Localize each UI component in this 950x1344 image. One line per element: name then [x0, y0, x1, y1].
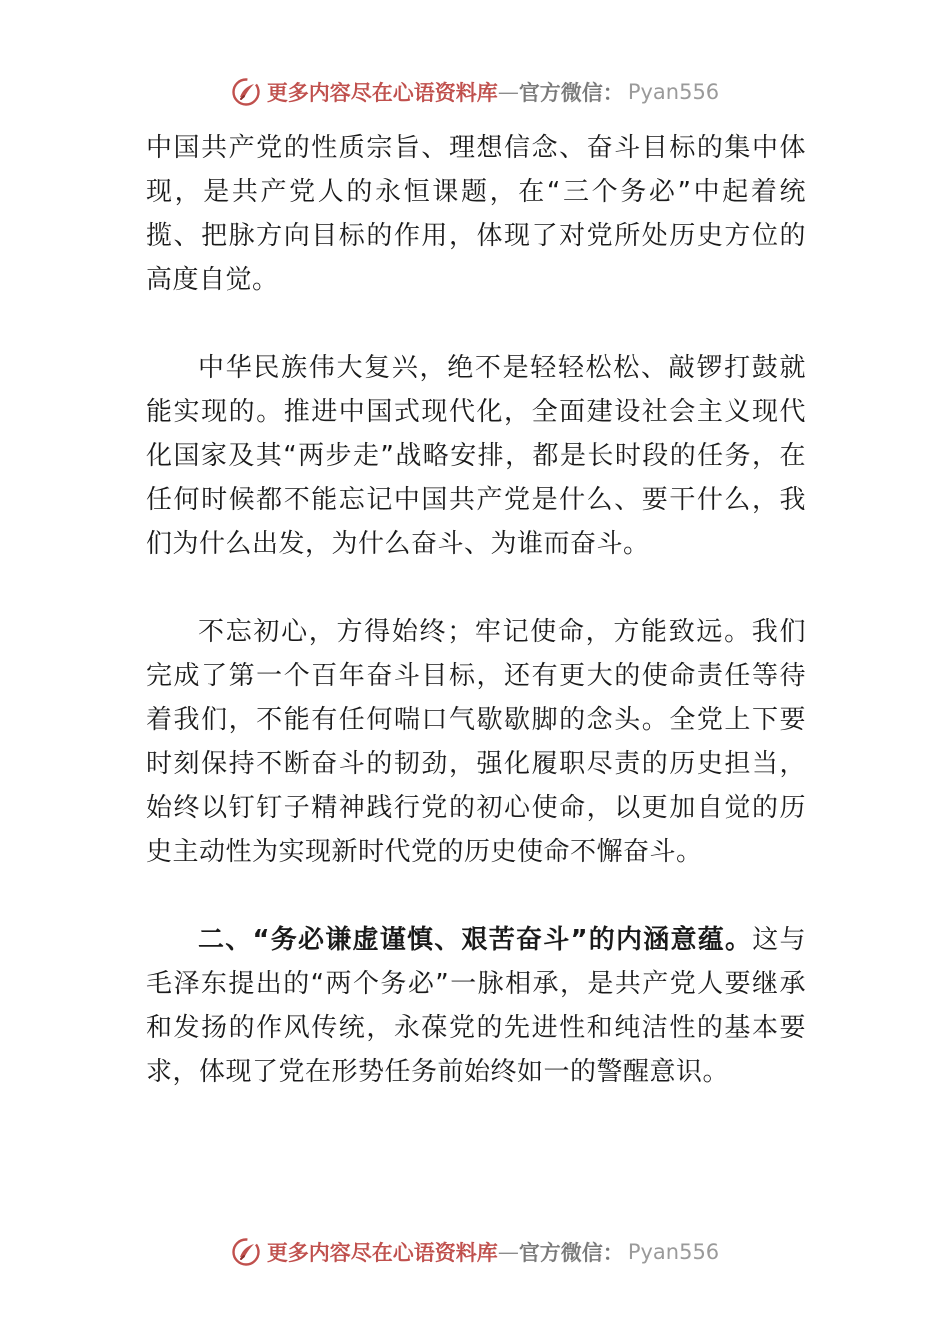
- footer-wechat-id: Pyan556: [627, 1240, 720, 1264]
- header-banner[interactable]: [0, 72, 950, 112]
- paragraph-3: 不忘初心，方得始终；牢记使命，方能致远。我们完成了第一个百年奋斗目标，还有更大的使命责任等待着我们，不能有任何喘口气歇歇脚的念头。全党上下要时刻保持不断奋斗的韧劲，强化履职尽责的历史担当，始终以钉钉子精神践行党的初心使命，以更加自觉的历史主动性为实现新时代党的历史使命不懈奋斗。: [146, 617, 806, 867]
- footer-wechat-label: 官方微信：: [518, 1240, 624, 1265]
- section-heading: 二、“务必谦虚谨慎、艰苦奋斗”的内涵意蕴。: [198, 925, 753, 955]
- header-wechat-label: 官方微信：: [518, 80, 624, 105]
- brush-seal-logo-icon: [231, 77, 261, 107]
- footer-site-name: 更多内容尽在心语资料库: [266, 1240, 498, 1265]
- paragraph-2: 中华民族伟大复兴，绝不是轻轻松松、敲锣打鼓就能实现的。推进中国式现代化，全面建设社会主义现代化国家及其“两步走”战略安排，都是长时段的任务，在任何时候都不能忘记中国共产党是什么、要干什么，我们为什么出发，为什么奋斗、为谁而奋斗。: [146, 353, 806, 559]
- paragraph-1: 中国共产党的性质宗旨、理想信念、奋斗目标的集中体现，是共产党人的永恒课题，在“三个务必”中起着统揽、把脉方向目标的作用，体现了对党所处历史方位的高度自觉。: [146, 133, 806, 295]
- document-body: [146, 126, 806, 1094]
- footer-separator: —: [497, 1240, 519, 1264]
- section-text: 这与毛泽东提出的“两个务必”一脉相承，是共产党人要继承和发扬的作风传统，永葆党的先进性和纯洁性的基本要求，体现了党在形势任务前始终如一的警醒意识。: [146, 925, 806, 1087]
- header-wechat-id: Pyan556: [627, 80, 720, 104]
- paragraph-4: [146, 918, 806, 1094]
- brush-seal-logo-icon: [231, 1237, 261, 1267]
- footer-banner[interactable]: [0, 1232, 950, 1272]
- header-separator: —: [497, 80, 519, 104]
- header-site-name: 更多内容尽在心语资料库: [266, 80, 498, 105]
